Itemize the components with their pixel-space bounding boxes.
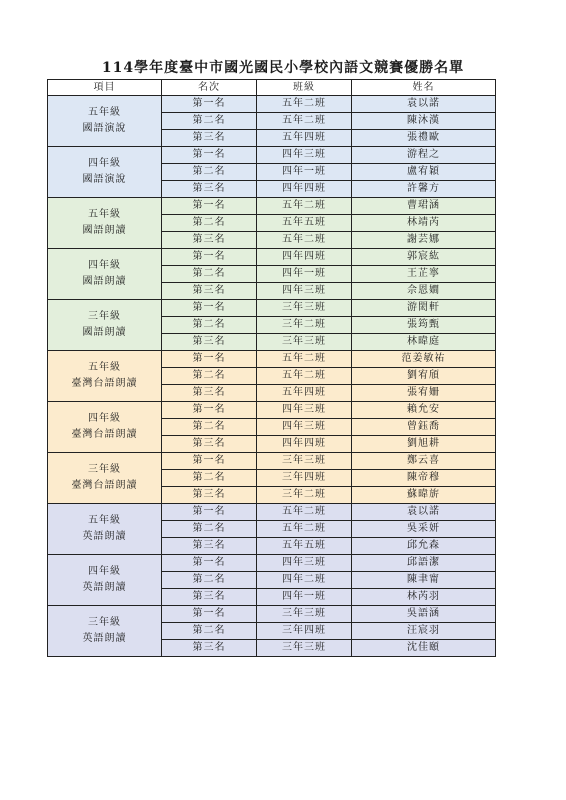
grade-label: 五年級 — [88, 209, 121, 220]
rank-cell: 第三名 — [162, 385, 257, 402]
grade-label: 四年級 — [88, 566, 121, 577]
class-cell: 三年二班 — [257, 317, 352, 334]
header-rank: 名次 — [162, 80, 257, 96]
name-cell: 吳語涵 — [352, 606, 496, 623]
name-cell: 邱允森 — [352, 538, 496, 555]
event-cell — [48, 504, 162, 555]
rank-cell: 第三名 — [162, 589, 257, 606]
name-cell: 郭宸紘 — [352, 249, 496, 266]
grade-label: 五年級 — [88, 107, 121, 118]
rank-cell: 第二名 — [162, 470, 257, 487]
table-row — [48, 147, 496, 164]
name-cell: 盧宥穎 — [352, 164, 496, 181]
class-cell: 四年四班 — [257, 181, 352, 198]
class-cell: 四年四班 — [257, 249, 352, 266]
name-cell: 鄭云喜 — [352, 453, 496, 470]
class-cell: 五年二班 — [257, 504, 352, 521]
event-label: 英語朗讀 — [82, 582, 127, 593]
class-cell: 五年二班 — [257, 232, 352, 249]
event-cell — [48, 351, 162, 402]
event-label: 國語演說 — [82, 123, 127, 134]
rank-cell: 第二名 — [162, 368, 257, 385]
class-cell: 五年五班 — [257, 538, 352, 555]
class-cell: 四年三班 — [257, 555, 352, 572]
rank-cell: 第三名 — [162, 487, 257, 504]
results-body — [48, 96, 496, 657]
grade-label: 三年級 — [88, 617, 121, 628]
class-cell: 四年三班 — [257, 402, 352, 419]
event-label: 臺灣台語朗讀 — [71, 429, 138, 440]
rank-cell: 第一名 — [162, 198, 257, 215]
rank-cell: 第二名 — [162, 623, 257, 640]
event-label: 國語演說 — [82, 174, 127, 185]
rank-cell: 第二名 — [162, 572, 257, 589]
class-cell: 四年一班 — [257, 164, 352, 181]
name-cell: 賴允安 — [352, 402, 496, 419]
header-class: 班級 — [257, 80, 352, 96]
name-cell: 張禮歐 — [352, 130, 496, 147]
class-cell: 五年五班 — [257, 215, 352, 232]
grade-label: 四年級 — [88, 413, 121, 424]
event-cell — [48, 453, 162, 504]
class-cell: 五年二班 — [257, 96, 352, 113]
name-cell: 陳帝穆 — [352, 470, 496, 487]
rank-cell: 第一名 — [162, 453, 257, 470]
name-cell: 謝芸娜 — [352, 232, 496, 249]
name-cell: 曹珺涵 — [352, 198, 496, 215]
class-cell: 三年三班 — [257, 606, 352, 623]
name-cell: 袁以諾 — [352, 504, 496, 521]
rank-cell: 第二名 — [162, 521, 257, 538]
name-cell: 游程之 — [352, 147, 496, 164]
name-cell: 張筠甄 — [352, 317, 496, 334]
name-cell: 王芷寧 — [352, 266, 496, 283]
class-cell: 三年三班 — [257, 334, 352, 351]
table-row — [48, 249, 496, 266]
name-cell: 沈佳頤 — [352, 640, 496, 657]
event-cell — [48, 555, 162, 606]
header-item: 項目 — [48, 80, 162, 96]
event-cell — [48, 198, 162, 249]
class-cell: 五年二班 — [257, 351, 352, 368]
header-row — [48, 80, 496, 96]
grade-label: 五年級 — [88, 515, 121, 526]
grade-label: 五年級 — [88, 362, 121, 373]
name-cell: 蘇暐旂 — [352, 487, 496, 504]
rank-cell: 第三名 — [162, 538, 257, 555]
event-cell — [48, 606, 162, 657]
name-cell: 張宥姍 — [352, 385, 496, 402]
name-cell: 范姜敏祐 — [352, 351, 496, 368]
event-cell — [48, 249, 162, 300]
rank-cell: 第一名 — [162, 606, 257, 623]
class-cell: 三年二班 — [257, 487, 352, 504]
name-cell: 林靖芮 — [352, 215, 496, 232]
name-cell: 邱語潔 — [352, 555, 496, 572]
name-cell: 佘恩嫺 — [352, 283, 496, 300]
grade-label: 四年級 — [88, 260, 121, 271]
class-cell: 四年三班 — [257, 147, 352, 164]
name-cell: 汪宸羽 — [352, 623, 496, 640]
grade-label: 三年級 — [88, 464, 121, 475]
class-cell: 三年三班 — [257, 300, 352, 317]
name-cell: 曾鈺喬 — [352, 419, 496, 436]
rank-cell: 第三名 — [162, 436, 257, 453]
table-row — [48, 606, 496, 623]
header-name: 姓名 — [352, 80, 496, 96]
class-cell: 四年三班 — [257, 283, 352, 300]
name-cell: 林暐庭 — [352, 334, 496, 351]
table-row — [48, 504, 496, 521]
class-cell: 五年二班 — [257, 368, 352, 385]
event-cell — [48, 300, 162, 351]
table-row — [48, 453, 496, 470]
event-label: 國語朗讀 — [82, 327, 127, 338]
results-table — [47, 79, 496, 657]
rank-cell: 第二名 — [162, 164, 257, 181]
name-cell: 陳聿甯 — [352, 572, 496, 589]
event-label: 英語朗讀 — [82, 531, 127, 542]
name-cell: 袁以諾 — [352, 96, 496, 113]
name-cell: 游閎軒 — [352, 300, 496, 317]
rank-cell: 第一名 — [162, 555, 257, 572]
class-cell: 五年四班 — [257, 130, 352, 147]
rank-cell: 第二名 — [162, 266, 257, 283]
rank-cell: 第一名 — [162, 300, 257, 317]
table-row — [48, 198, 496, 215]
class-cell: 三年四班 — [257, 623, 352, 640]
table-row — [48, 96, 496, 113]
name-cell: 許馨方 — [352, 181, 496, 198]
rank-cell: 第一名 — [162, 96, 257, 113]
rank-cell: 第二名 — [162, 317, 257, 334]
class-cell: 四年一班 — [257, 589, 352, 606]
rank-cell: 第一名 — [162, 351, 257, 368]
class-cell: 五年四班 — [257, 385, 352, 402]
class-cell: 三年三班 — [257, 453, 352, 470]
class-cell: 五年二班 — [257, 113, 352, 130]
class-cell: 五年二班 — [257, 521, 352, 538]
name-cell: 吳采妍 — [352, 521, 496, 538]
rank-cell: 第一名 — [162, 402, 257, 419]
rank-cell: 第三名 — [162, 640, 257, 657]
event-label: 英語朗讀 — [82, 633, 127, 644]
table-row — [48, 555, 496, 572]
rank-cell: 第一名 — [162, 147, 257, 164]
event-label: 國語朗讀 — [82, 225, 127, 236]
event-label: 臺灣台語朗讀 — [71, 480, 138, 491]
event-cell — [48, 147, 162, 198]
name-cell: 林芮羽 — [352, 589, 496, 606]
rank-cell: 第二名 — [162, 215, 257, 232]
class-cell: 三年三班 — [257, 640, 352, 657]
grade-label: 三年級 — [88, 311, 121, 322]
rank-cell: 第二名 — [162, 419, 257, 436]
grade-label: 四年級 — [88, 158, 121, 169]
page-title: 114學年度臺中市國光國民小學校內語文競賽優勝名單 — [101, 60, 465, 76]
class-cell: 三年四班 — [257, 470, 352, 487]
rank-cell: 第三名 — [162, 283, 257, 300]
event-label: 國語朗讀 — [82, 276, 127, 287]
rank-cell: 第一名 — [162, 249, 257, 266]
class-cell: 四年二班 — [257, 572, 352, 589]
name-cell: 劉宥頎 — [352, 368, 496, 385]
rank-cell: 第三名 — [162, 232, 257, 249]
table-row — [48, 351, 496, 368]
rank-cell: 第二名 — [162, 113, 257, 130]
event-cell — [48, 96, 162, 147]
name-cell: 劉旭耕 — [352, 436, 496, 453]
table-row — [48, 402, 496, 419]
event-label: 臺灣台語朗讀 — [71, 378, 138, 389]
rank-cell: 第三名 — [162, 130, 257, 147]
event-cell — [48, 402, 162, 453]
class-cell: 四年三班 — [257, 419, 352, 436]
rank-cell: 第三名 — [162, 181, 257, 198]
rank-cell: 第一名 — [162, 504, 257, 521]
class-cell: 五年二班 — [257, 198, 352, 215]
rank-cell: 第三名 — [162, 334, 257, 351]
class-cell: 四年四班 — [257, 436, 352, 453]
name-cell: 陳沐漢 — [352, 113, 496, 130]
table-row — [48, 300, 496, 317]
class-cell: 四年一班 — [257, 266, 352, 283]
